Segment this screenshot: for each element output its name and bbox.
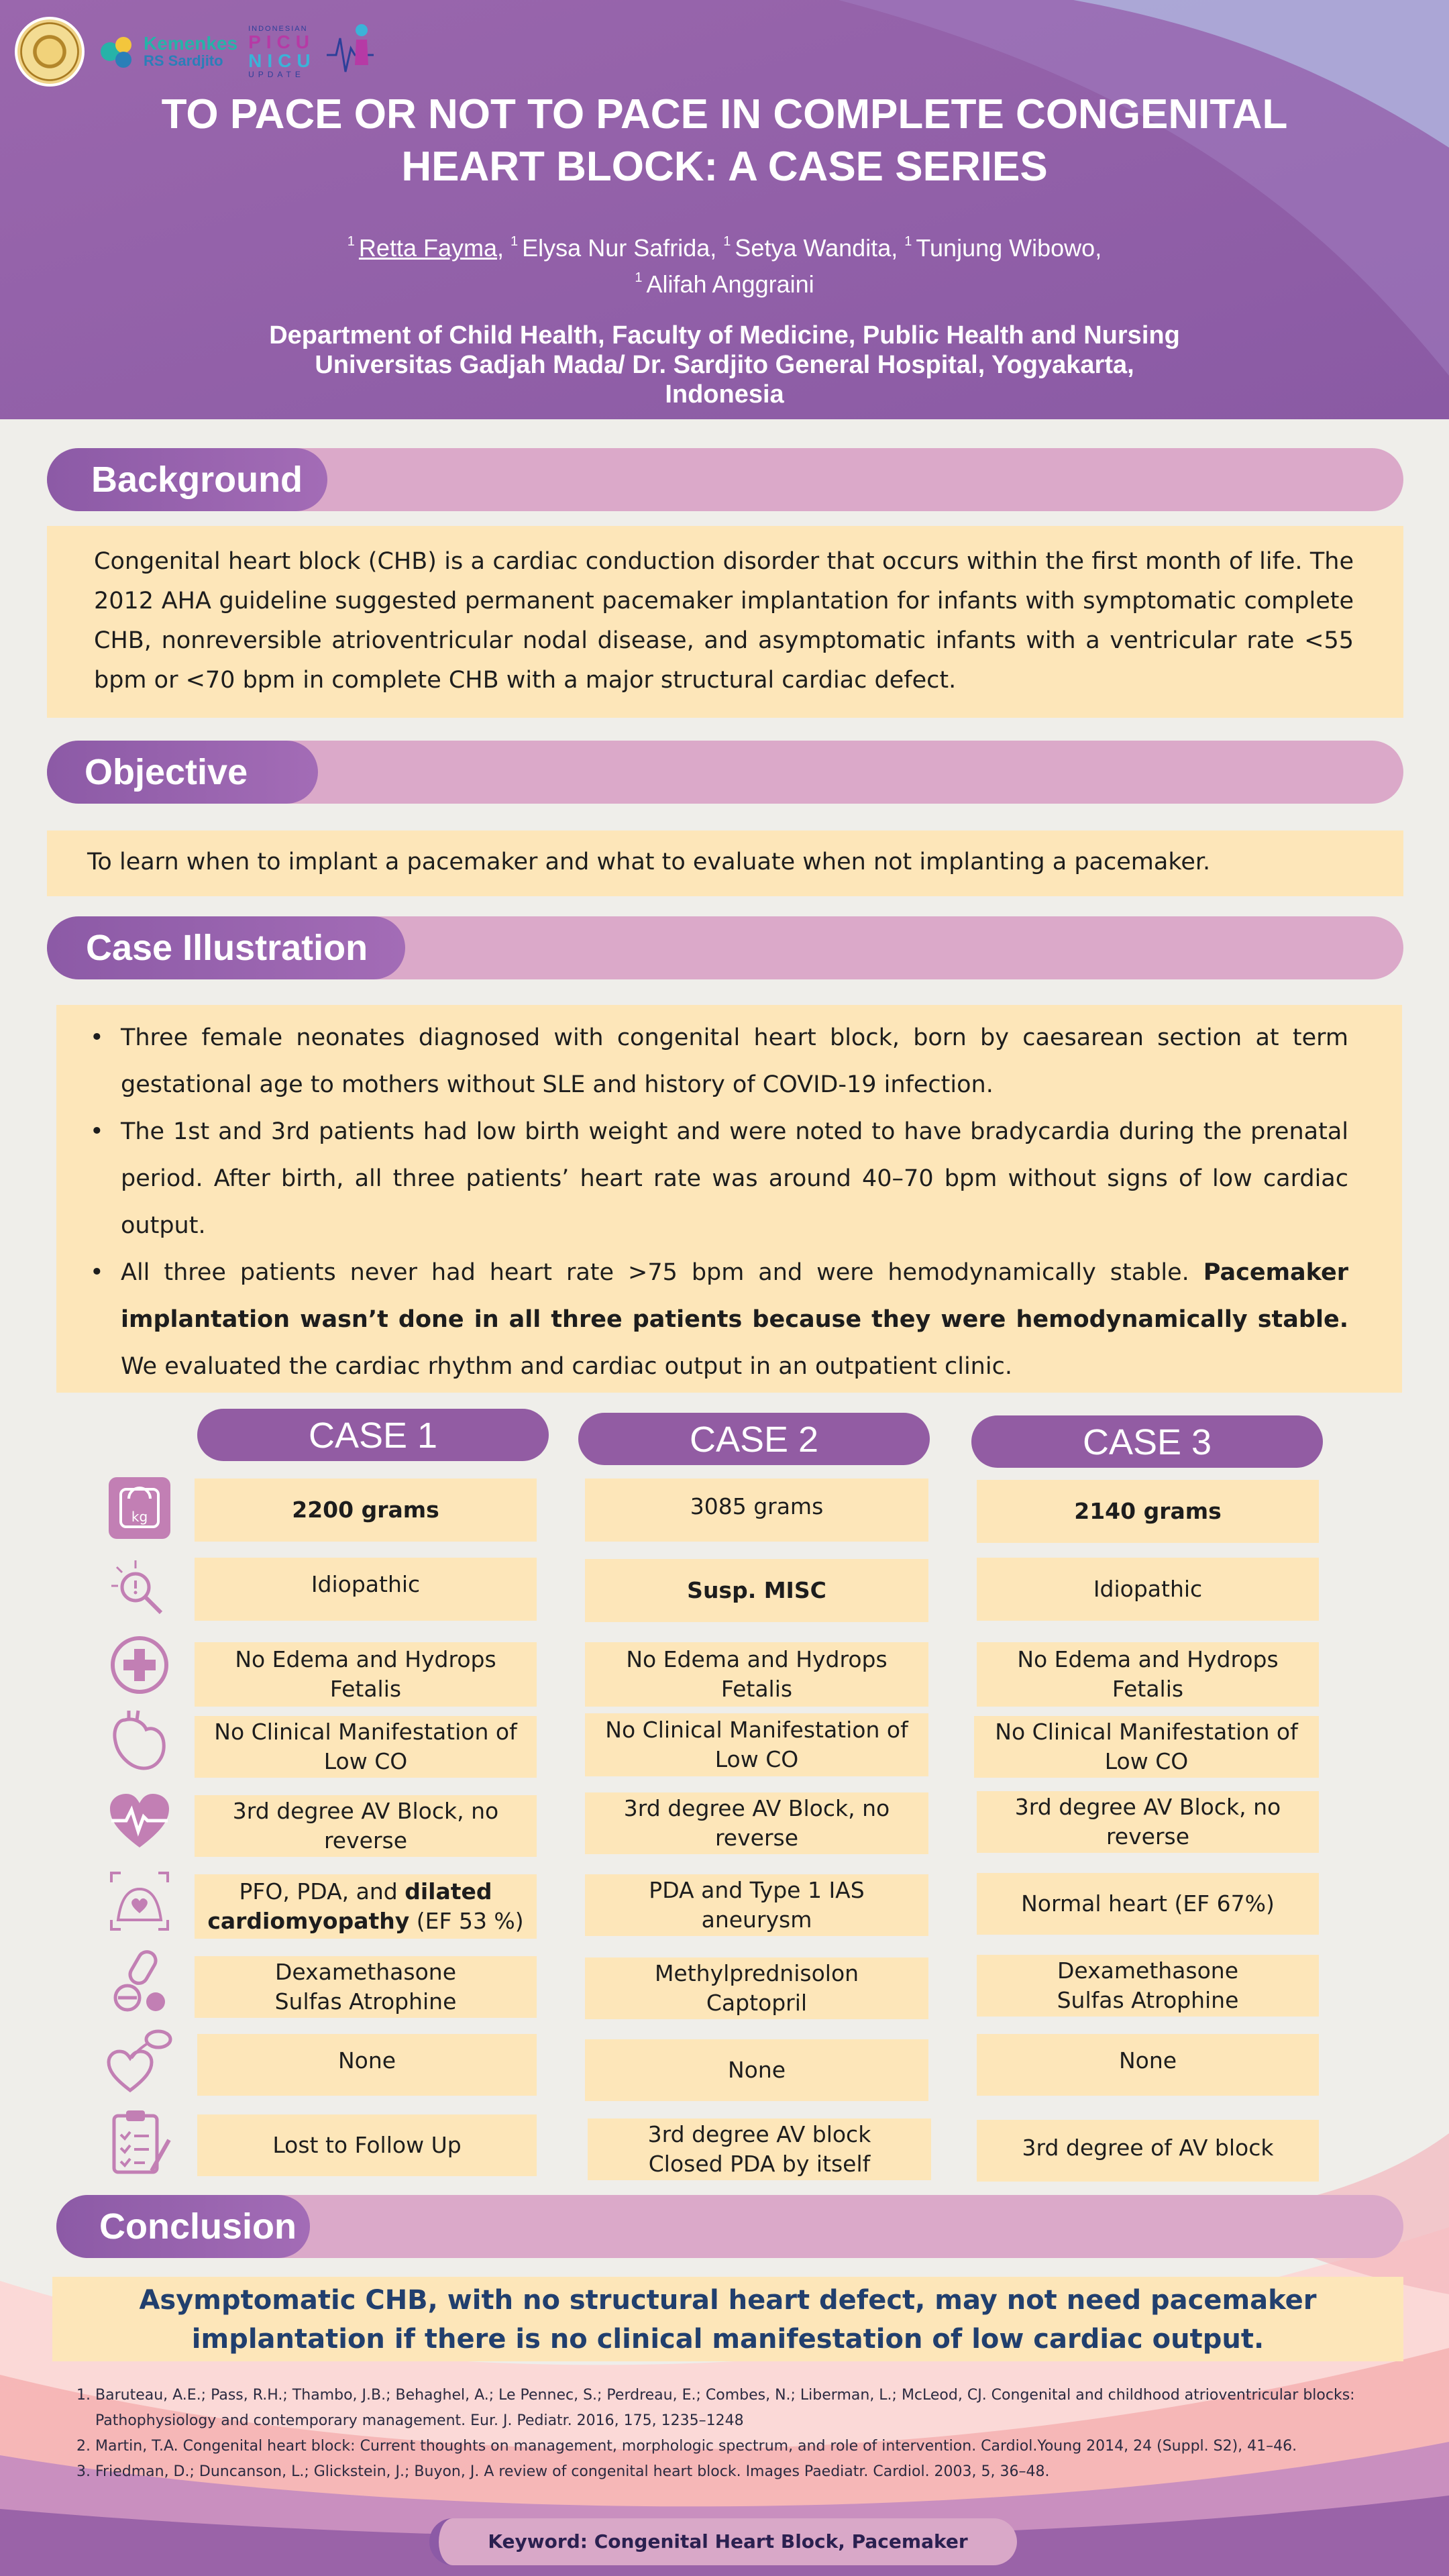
author-4-name: Tunjung Wibowo [916, 234, 1095, 262]
case-1-therapy-line1: Dexamethasone [274, 1959, 456, 1985]
conclusion-section-title: Conclusion [56, 2195, 310, 2258]
case-bullet-list [121, 1014, 1348, 1390]
case-3-echo: Normal heart (EF 67%) [977, 1873, 1319, 1935]
case-3-av-block: 3rd degree AV Block, no reverse [977, 1791, 1319, 1853]
case-2-outcome-line2: Closed PDA by itself [648, 2151, 871, 2177]
case-2-outcome-line1: 3rd degree AV block [647, 2121, 871, 2147]
author-2-affiliation: 1 [511, 234, 519, 249]
case-bullet-3-part1: All three patients never had heart rate >75 bpm and were hemodynamically stable. [121, 1259, 1203, 1286]
author-4-affiliation: 1 [904, 234, 912, 249]
heartbeat-icon [105, 1787, 174, 1857]
case-3-etiology: Idiopathic [977, 1558, 1319, 1621]
reference-list [80, 2383, 1368, 2485]
author-2-sep: , [710, 234, 717, 262]
picu-logo-line1: INDONESIAN [248, 24, 308, 33]
conclusion-text: Asymptomatic CHB, with no structural heart defect, may not need pacemaker implantation if there is no clinical manifestation of low cardiac output. [52, 2277, 1403, 2361]
author-3-sep: , [891, 234, 898, 262]
case-1-pacemaker: None [197, 2034, 537, 2096]
author-3-affiliation: 1 [723, 234, 731, 249]
case-1-edema: No Edema and Hydrops Fetalis [195, 1642, 537, 1707]
affiliation-line-2: Universitas Gadjah Mada/ Dr. Sardjito General Hospital, Yogyakarta, [315, 351, 1134, 379]
author-5-name: Alifah Anggraini [646, 270, 814, 298]
case-3-pacemaker: None [977, 2034, 1319, 2096]
heartbeat-figure-icon [327, 18, 374, 85]
case-2-birth-weight: 3085 grams [585, 1479, 928, 1542]
author-1-affiliation: 1 [347, 234, 355, 249]
case-2-therapy [585, 1957, 928, 2019]
case-2-header: CASE 2 [578, 1413, 930, 1465]
medical-cross-icon [105, 1630, 174, 1700]
case-1-etiology: Idiopathic [195, 1558, 537, 1621]
case-section-title: Case Illustration [47, 916, 405, 979]
case-1-clinical: No Clinical Manifestation of Low CO [195, 1716, 537, 1778]
author-list [201, 227, 1248, 299]
reference-2: 2. Martin, T.A. Congenital heart block: Current thoughts on management, morphologic spectrum, and role of intervention. Cardiol.Young 2014, 24 (Suppl. S2), 41–46. [95, 2434, 1368, 2459]
case-1-echo-bold: dilated cardiomyopathy [207, 1878, 492, 1934]
case-2-av-block: 3rd degree AV Block, no reverse [585, 1792, 928, 1854]
case-3-therapy-line2: Sulfas Atrophine [1057, 1987, 1239, 2013]
case-1-echo-head: PFO, PDA, and [239, 1878, 405, 1904]
case-1-echo-text [201, 1877, 530, 1936]
case-1-birth-weight [195, 1479, 537, 1542]
affiliation-line-1: Department of Child Health, Faculty of Medicine, Public Health and Nursing [269, 321, 1180, 350]
case-2-etiology-value: Susp. MISC [687, 1577, 826, 1603]
case-3-header: CASE 3 [971, 1415, 1323, 1468]
author-line-2 [201, 263, 1248, 299]
hospital-wordmark: RS Sardjito [144, 52, 223, 69]
case-3-edema: No Edema and Hydrops Fetalis [977, 1642, 1319, 1707]
case-1-av-block: 3rd degree AV Block, no reverse [195, 1795, 537, 1857]
svg-text:kg: kg [131, 1509, 148, 1525]
affiliation-line-3: Indonesia [665, 380, 784, 409]
title-line-2: HEART BLOCK: A CASE SERIES [401, 144, 1048, 190]
case-2-etiology [585, 1559, 928, 1622]
case-2-edema: No Edema and Hydrops Fetalis [585, 1642, 928, 1707]
case-bullet-1: • Three female neonates diagnosed with congenital heart block, born by caesarean section at term gestational age to mothers without SLE and history of COVID-19 infection. [121, 1014, 1348, 1108]
references [80, 2383, 1368, 2485]
case-3-outcome: 3rd degree of AV block [977, 2120, 1319, 2182]
author-3-name: Setya Wandita [735, 234, 892, 262]
case-3-clinical: No Clinical Manifestation of Low CO [974, 1716, 1319, 1778]
background-text: Congenital heart block (CHB) is a cardiac conduction disorder that occurs within the first month of life. The 2012 AHA guideline suggested permanent pacemaker implantation for infants with symptomatic complete CHB, nonreversible atrioventricular nodal disease, and asymptomatic infants with a ventricular rate <55 bpm or <70 bpm in complete CHB with a major structural cardiac defect. [47, 526, 1403, 718]
logo-strip [15, 15, 374, 89]
pills-icon [105, 1948, 174, 2018]
case-2-therapy-line1: Methylprednisolon [654, 1960, 859, 1986]
kemenkes-mark-icon [95, 30, 138, 73]
case-3-therapy [977, 1955, 1319, 2017]
reference-1: 1. Baruteau, A.E.; Pass, R.H.; Thambo, J.B.; Behaghel, A.; Le Pennec, S.; Perdreau, E.; Combes, N.; Liberman, L.; McLeod, CJ. Congenital and childhood atrioventricular blocks: Pathophysiology and contemporary management. Eur. J. Pediatr. 2016, 175, 1235–1248 [95, 2383, 1368, 2434]
objective-section-title: Objective [47, 741, 318, 804]
case-1-therapy-line2: Sulfas Atrophine [274, 1988, 457, 2015]
case-3-birth-weight-value: 2140 grams [1074, 1498, 1222, 1524]
search-cause-icon [105, 1555, 174, 1625]
echocardiography-icon [105, 1866, 174, 1936]
case-2-outcome [588, 2118, 931, 2180]
picu-logo-line3: NICU [248, 50, 316, 71]
title-line-1: TO PACE OR NOT TO PACE IN COMPLETE CONGENITAL [161, 91, 1288, 138]
picu-logo-line4: UPDATE [248, 69, 305, 79]
keyword-banner: Keyword: Congenital Heart Block, Pacemaker [429, 2518, 1017, 2565]
case-2-clinical: No Clinical Manifestation of Low CO [585, 1713, 928, 1776]
case-1-echo [195, 1874, 537, 1939]
picu-logo-line2: PICU [248, 31, 315, 52]
objective-section-bar [47, 741, 1403, 804]
case-3-birth-weight [977, 1480, 1319, 1543]
background-section-bar [47, 448, 1403, 511]
case-bullet-3-part2: We evaluated the cardiac rhythm and cardiac output in an outpatient clinic. [121, 1353, 1012, 1380]
case-2-pacemaker: None [585, 2039, 928, 2101]
reference-3: 3. Friedman, D.; Duncanson, L.; Glickstein, J.; Buyon, J. A review of congenital heart block. Images Paediatr. Cardiol. 2003, 5, 36–48. [95, 2459, 1368, 2485]
kemenkes-wordmark: Kemenkes [144, 32, 238, 54]
background-section-title: Background [47, 448, 327, 511]
case-bullet-2: • The 1st and 3rd patients had low birth weight and were noted to have bradycardia during the prenatal period. After birth, all three patients’ heart rate was around 40–70 bpm without signs of low cardiac output. [121, 1108, 1348, 1249]
case-2-therapy-line2: Captopril [706, 1990, 808, 2016]
weight-scale-icon [105, 1473, 174, 1543]
case-1-header: CASE 1 [197, 1409, 549, 1461]
case-illustration-text [56, 1005, 1402, 1393]
case-1-therapy [195, 1956, 537, 2018]
author-1-sep: , [497, 234, 504, 262]
case-1-birth-weight-value: 2200 grams [292, 1497, 439, 1523]
conclusion-section-bar [56, 2195, 1403, 2258]
affiliation [134, 321, 1315, 409]
case-bullet-3 [121, 1249, 1348, 1390]
case-section-bar [47, 916, 1403, 979]
case-bullet-3-bold: Pacemaker implantation wasn’t done in all three patients because they were hemodynamically stable. [121, 1259, 1348, 1333]
case-1-outcome: Lost to Follow Up [197, 2114, 537, 2176]
case-3-therapy-line1: Dexamethasone [1057, 1957, 1238, 1984]
poster-title [54, 89, 1395, 193]
objective-text: To learn when to implant a pacemaker and what to evaluate when not implanting a pacemaker. [47, 830, 1403, 896]
author-1-name: Retta Fayma [358, 234, 497, 262]
case-2-echo: PDA and Type 1 IAS aneurysm [585, 1874, 928, 1936]
heart-organ-icon [105, 1707, 174, 1776]
author-line-1 [201, 227, 1248, 263]
author-2-name: Elysa Nur Safrida [522, 234, 710, 262]
poster-header [0, 0, 1449, 419]
pacemaker-icon [105, 2026, 174, 2096]
author-5-affiliation: 1 [635, 270, 643, 285]
picu-nicu-logo [248, 25, 315, 78]
case-1-echo-tail: (EF 53 %) [409, 1908, 524, 1934]
kemenkes-logo [95, 30, 237, 73]
clipboard-icon [105, 2106, 174, 2176]
university-seal-icon [15, 17, 85, 87]
author-4-sep: , [1095, 234, 1102, 262]
